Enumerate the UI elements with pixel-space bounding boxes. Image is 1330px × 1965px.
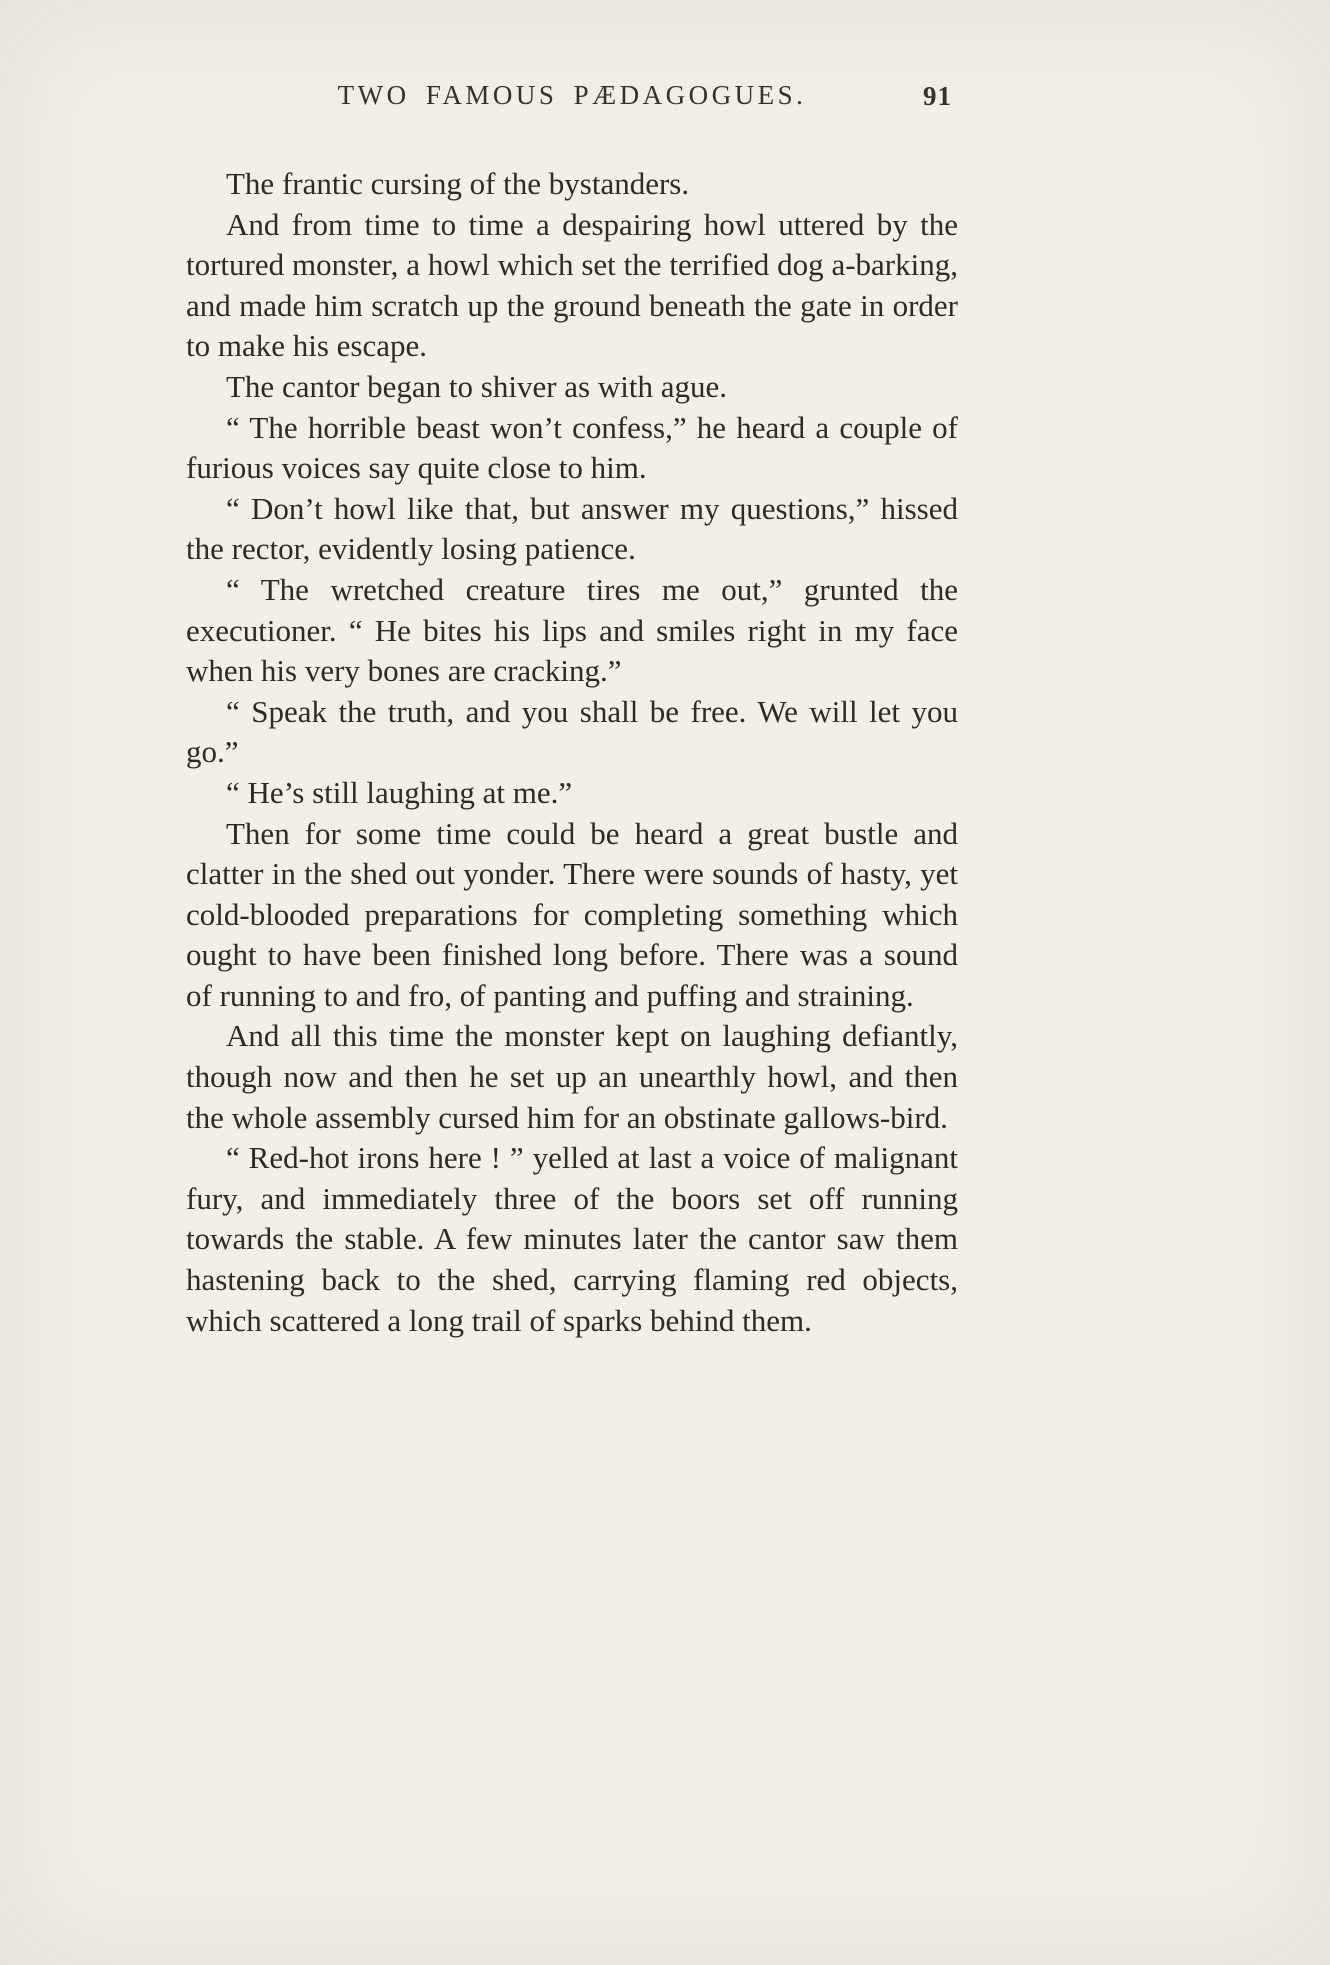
page-number: 91 <box>923 81 952 111</box>
page-header <box>186 80 958 126</box>
paragraph: “ He’s still laughing at me.” <box>226 774 573 810</box>
page-content <box>186 80 958 1341</box>
paragraph: “ Don’t howl like that, but answer my questions,” hissed the rector, evidently losing patience. <box>186 490 958 567</box>
paragraph: The cantor began to shiver as with ague. <box>226 368 727 404</box>
paragraph: “ The horrible beast won’t confess,” he heard a couple of furious voices say quite close to him. <box>186 409 958 486</box>
paragraph: “ Red-hot irons here ! ” yelled at last a voice of malignant fury, and immediately three of the boors set off running towards the stable. A few minutes later the cantor saw them hastening back to the shed, carrying flaming red objects, which scattered a long trail of sparks behind them. <box>186 1140 958 1338</box>
paragraph: “ Speak the truth, and you shall be free. We will let you go.” <box>186 693 958 770</box>
paragraph: “ The wretched creature tires me out,” grunted the executioner. “ He bites his lips and smiles right in my face when his very bones are cracking.” <box>186 571 958 689</box>
running-title: TWO FAMOUS PÆDAGOGUES. <box>337 80 807 110</box>
paragraph: And from time to time a despairing howl uttered by the tortured monster, a howl which set the terrified dog a-barking, and made him scratch up the ground beneath the gate in order to make his escape. <box>186 206 958 364</box>
paragraph: Then for some time could be heard a great bustle and clatter in the shed out yonder. There were sounds of hasty, yet cold-blooded preparations for completing something which ought to have been finished long before. There was a sound of running to and fro, of panting and puffing and straining. <box>186 815 958 1013</box>
body-text <box>186 164 958 1341</box>
paragraph: The frantic cursing of the bystanders. <box>226 166 690 201</box>
paragraph: And all this time the monster kept on laughing defiantly, though now and then he set up an unearthly howl, and then the whole assembly cursed him for an obstinate gallows-bird. <box>186 1018 958 1135</box>
